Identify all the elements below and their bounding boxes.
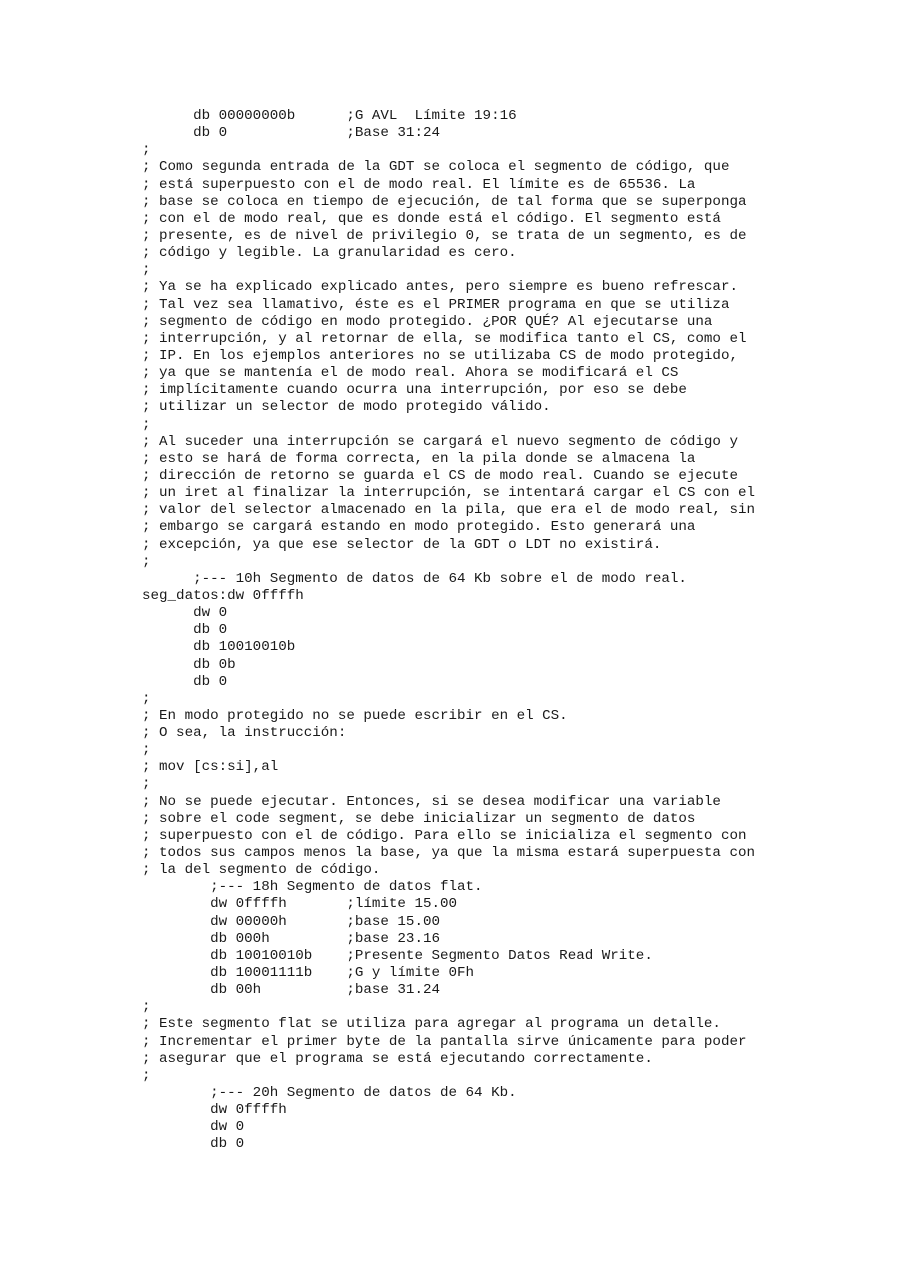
code-line: ; dirección de retorno se guarda el CS de modo real. Cuando se ejecute <box>142 467 738 484</box>
code-line: db 00h ;base 31.24 <box>142 982 440 999</box>
code-line: db 10001111b ;G y límite 0Fh <box>142 965 475 982</box>
code-line: ; esto se hará de forma correcta, en la pila donde se almacena la <box>142 450 696 467</box>
code-line: ; presente, es de nivel de privilegio 0, se trata de un segmento, es de <box>142 227 747 244</box>
code-line: ; <box>142 1067 151 1084</box>
code-line: ; valor del selector almacenado en la pila, que era el de modo real, sin <box>142 502 755 519</box>
code-line: ; interrupción, y al retornar de ella, se modifica tanto el CS, como el <box>142 330 747 347</box>
code-line: ; código y legible. La granularidad es cero. <box>142 245 517 262</box>
code-line: ; todos sus campos menos la base, ya que la misma estará superpuesta con <box>142 845 755 862</box>
code-line: db 0 <box>142 622 228 639</box>
code-line: ; <box>142 742 151 759</box>
code-line: seg_datos:dw 0ffffh <box>142 587 304 604</box>
code-line: ; En modo protegido no se puede escribir en el CS. <box>142 707 568 724</box>
code-line: ; O sea, la instrucción: <box>142 725 347 742</box>
code-line: dw 00000h ;base 15.00 <box>142 913 440 930</box>
code-line: db 0b <box>142 656 236 673</box>
code-line: ; Tal vez sea llamativo, éste es el PRIMER programa en que se utiliza <box>142 296 730 313</box>
code-line: ; asegurar que el programa se está ejecutando correctamente. <box>142 1050 653 1067</box>
code-line: db 10010010b ;Presente Segmento Datos Read Write. <box>142 947 653 964</box>
code-line: ; un iret al finalizar la interrupción, se intentará cargar el CS con el <box>142 485 755 502</box>
code-line: ; sobre el code segment, se debe inicializar un segmento de datos <box>142 810 696 827</box>
code-line: ; Incrementar el primer byte de la pantalla sirve únicamente para poder <box>142 1033 747 1050</box>
code-line: ; <box>142 776 151 793</box>
code-line: ; segmento de código en modo protegido. ¿POR QUÉ? Al ejecutarse una <box>142 313 713 330</box>
code-line: ; con el de modo real, que es donde está el código. El segmento está <box>142 210 721 227</box>
code-line: ; <box>142 142 151 159</box>
code-line: ; excepción, ya que ese selector de la GDT o LDT no existirá. <box>142 536 662 553</box>
code-line: ; Como segunda entrada de la GDT se coloca el segmento de código, que <box>142 159 730 176</box>
code-listing <box>142 108 865 1154</box>
code-line: ; utilizar un selector de modo protegido válido. <box>142 399 551 416</box>
code-line: db 000h ;base 23.16 <box>142 930 440 947</box>
code-line: ;--- 10h Segmento de datos de 64 Kb sobre el de modo real. <box>142 570 687 587</box>
code-line: ; <box>142 690 151 707</box>
code-line: db 10010010b <box>142 639 296 656</box>
code-line: ; implícitamente cuando ocurra una interrupción, por eso se debe <box>142 382 687 399</box>
code-line: db 0 ;Base 31:24 <box>142 125 440 142</box>
code-line: ; base se coloca en tiempo de ejecución, de tal forma que se superponga <box>142 193 747 210</box>
code-line: dw 0 <box>142 605 228 622</box>
code-line: ; la del segmento de código. <box>142 862 381 879</box>
code-line: ; <box>142 553 151 570</box>
code-line: ; Al suceder una interrupción se cargará el nuevo segmento de código y <box>142 433 738 450</box>
code-line: ; mov [cs:si],al <box>142 759 279 776</box>
code-line: ; Este segmento flat se utiliza para agregar al programa un detalle. <box>142 1016 721 1033</box>
code-line: ; No se puede ejecutar. Entonces, si se desea modificar una variable <box>142 793 721 810</box>
code-line: ; <box>142 999 151 1016</box>
code-line: db 0 <box>142 673 228 690</box>
code-line: ; IP. En los ejemplos anteriores no se utilizaba CS de modo protegido, <box>142 347 738 364</box>
code-line: ; <box>142 416 151 433</box>
code-line: db 0 <box>142 1136 245 1153</box>
code-line: ; embargo se cargará estando en modo protegido. Esto generará una <box>142 519 696 536</box>
code-line: ;--- 18h Segmento de datos flat. <box>142 879 483 896</box>
code-line: ;--- 20h Segmento de datos de 64 Kb. <box>142 1085 517 1102</box>
code-line: dw 0ffffh <box>142 1102 287 1119</box>
code-line: dw 0ffffh ;límite 15.00 <box>142 896 458 913</box>
code-line: ; <box>142 262 151 279</box>
code-line: ; ya que se mantenía el de modo real. Ahora se modificará el CS <box>142 365 679 382</box>
code-line: db 00000000b ;G AVL Límite 19:16 <box>142 108 517 124</box>
code-line: dw 0 <box>142 1119 245 1136</box>
code-line: ; está superpuesto con el de modo real. El límite es de 65536. La <box>142 176 696 193</box>
code-line: ; superpuesto con el de código. Para ello se inicializa el segmento con <box>142 827 747 844</box>
code-line: ; Ya se ha explicado explicado antes, pero siempre es bueno refrescar. <box>142 279 738 296</box>
